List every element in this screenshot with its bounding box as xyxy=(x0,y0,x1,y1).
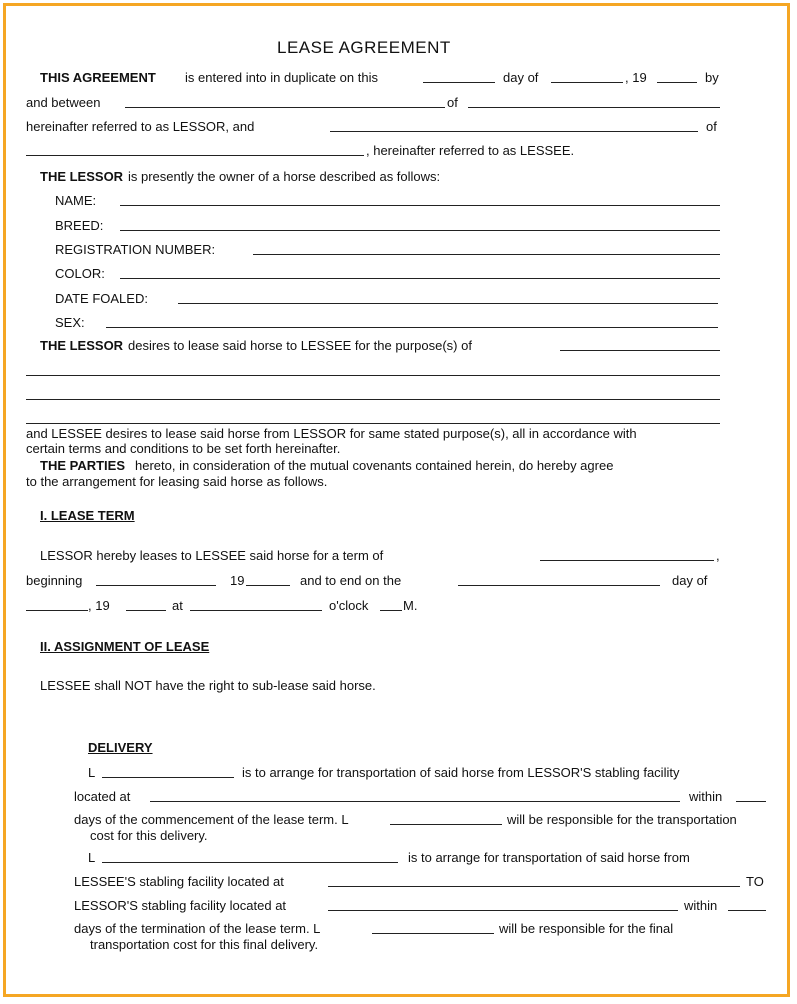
purpose-blank-3[interactable] xyxy=(26,399,720,400)
date-foaled-blank[interactable] xyxy=(178,303,718,304)
and-between-label: and between xyxy=(26,95,101,110)
of-label: of xyxy=(447,95,458,110)
lessee-facility-blank[interactable] xyxy=(328,886,740,887)
purpose-text: desires to lease said horse to LESSEE for the purpose(s) of xyxy=(128,338,472,353)
purpose-blank-4[interactable] xyxy=(26,423,720,424)
lessee-name-blank[interactable] xyxy=(330,131,698,132)
end-year-label: , 19 xyxy=(88,598,110,613)
oclock-label: o'clock xyxy=(329,598,369,613)
day-of-label-2: day of xyxy=(672,573,708,588)
terms-conditions-text: certain terms and conditions to be set forth hereinafter. xyxy=(26,441,341,456)
section-delivery-heading: DELIVERY xyxy=(88,740,153,755)
breed-blank[interactable] xyxy=(120,230,720,231)
lessee-facility-label: LESSEE'S stabling facility located at xyxy=(74,874,284,889)
responsible-party-blank-1[interactable] xyxy=(390,824,502,825)
the-lessor-label: THE LESSOR xyxy=(40,169,124,184)
day-of-label: day of xyxy=(503,70,539,85)
day-blank[interactable] xyxy=(423,82,495,83)
registration-label: REGISTRATION NUMBER: xyxy=(55,242,216,257)
time-blank[interactable] xyxy=(190,610,322,611)
the-lessor-label-2: THE LESSOR xyxy=(40,338,124,353)
color-label: COLOR: xyxy=(55,266,105,281)
beginning-year-label: 19 xyxy=(230,573,245,588)
within-days-blank-2[interactable] xyxy=(728,910,766,911)
end-year-blank[interactable] xyxy=(126,610,166,611)
parties-text: hereto, in consideration of the mutual covenants contained herein, do hereby agree xyxy=(135,458,614,473)
delivery-l-label-1: L xyxy=(88,765,96,780)
sex-blank[interactable] xyxy=(106,327,718,328)
final-cost-text: transportation cost for this final delivery. xyxy=(90,937,319,952)
lease-term-line-1: LESSOR hereby leases to LESSEE said horse for a term of xyxy=(40,548,384,563)
year-label: , 19 xyxy=(625,70,647,85)
delivery-l-label-2: L xyxy=(88,850,96,865)
end-day-blank[interactable] xyxy=(458,585,660,586)
agreement-intro-text: is entered into in duplicate on this xyxy=(185,70,378,85)
owner-description-text: is presently the owner of a horse described as follows: xyxy=(128,169,441,184)
term-blank[interactable] xyxy=(540,560,714,561)
beginning-blank[interactable] xyxy=(96,585,216,586)
name-label: NAME: xyxy=(55,193,97,208)
cost-delivery-text: cost for this delivery. xyxy=(90,828,208,843)
lessor-return-facility-blank[interactable] xyxy=(328,910,678,911)
lessor-facility-label: LESSOR'S stabling facility located at xyxy=(74,898,287,913)
beginning-label: beginning xyxy=(26,573,83,588)
lessor-facility-blank[interactable] xyxy=(150,801,680,802)
responsible-party-blank-2[interactable] xyxy=(372,933,494,934)
sublease-text: LESSEE shall NOT have the right to sub-lease said horse. xyxy=(40,678,376,693)
and-to-end-label: and to end on the xyxy=(300,573,402,588)
arrangement-text: to the arrangement for leasing said horse as follows. xyxy=(26,474,328,489)
within-label-2: within xyxy=(684,898,718,913)
hereinafter-lessee-text: , hereinafter referred to as LESSEE. xyxy=(366,143,575,158)
lessor-name-blank[interactable] xyxy=(125,107,445,108)
year-blank[interactable] xyxy=(657,82,697,83)
lessee-desires-text: and LESSEE desires to lease said horse from LESSOR for same stated purpose(s), all in accordance with xyxy=(26,426,637,441)
section-lease-term-heading: I. LEASE TERM xyxy=(40,508,135,523)
purpose-blank-1[interactable] xyxy=(560,350,720,351)
registration-blank[interactable] xyxy=(253,254,720,255)
lessee-address-blank[interactable] xyxy=(26,155,364,156)
termination-text: days of the termination of the lease term. L xyxy=(74,921,321,936)
delivery-party-blank-1[interactable] xyxy=(102,777,234,778)
purpose-blank-2[interactable] xyxy=(26,375,720,376)
within-label-1: within xyxy=(689,789,723,804)
m-label: M. xyxy=(403,598,418,613)
this-agreement-label: THIS AGREEMENT xyxy=(40,70,156,85)
delivery-party-blank-2[interactable] xyxy=(102,862,398,863)
the-parties-label: THE PARTIES xyxy=(40,458,125,473)
month-blank[interactable] xyxy=(551,82,623,83)
to-label: TO xyxy=(746,874,764,889)
ampm-blank[interactable] xyxy=(380,610,402,611)
of-label-2: of xyxy=(706,119,717,134)
responsible-text-1: will be responsible for the transportation xyxy=(507,812,737,827)
hereinafter-lessor-text: hereinafter referred to as LESSOR, and xyxy=(26,119,255,134)
commencement-text: days of the commencement of the lease term. L xyxy=(74,812,349,827)
responsible-text-2: will be responsible for the final xyxy=(499,921,674,936)
section-assignment-heading: II. ASSIGNMENT OF LEASE xyxy=(40,639,210,654)
within-days-blank-1[interactable] xyxy=(736,801,766,802)
color-blank[interactable] xyxy=(120,278,720,279)
delivery-arrange-text-2: is to arrange for transportation of said horse from xyxy=(408,850,690,865)
located-at-label: located at xyxy=(74,789,131,804)
date-foaled-label: DATE FOALED: xyxy=(55,291,148,306)
by-label: by xyxy=(705,70,719,85)
page-title: LEASE AGREEMENT xyxy=(277,38,451,57)
end-month-blank[interactable] xyxy=(26,610,88,611)
name-blank[interactable] xyxy=(120,205,720,206)
beginning-year-blank[interactable] xyxy=(246,585,290,586)
breed-label: BREED: xyxy=(55,218,104,233)
lessor-address-blank[interactable] xyxy=(468,107,720,108)
sex-label: SEX: xyxy=(55,315,85,330)
delivery-arrange-text-1: is to arrange for transportation of said horse from LESSOR'S stabling facility xyxy=(242,765,680,780)
at-label: at xyxy=(172,598,183,613)
term-comma: , xyxy=(716,548,720,563)
